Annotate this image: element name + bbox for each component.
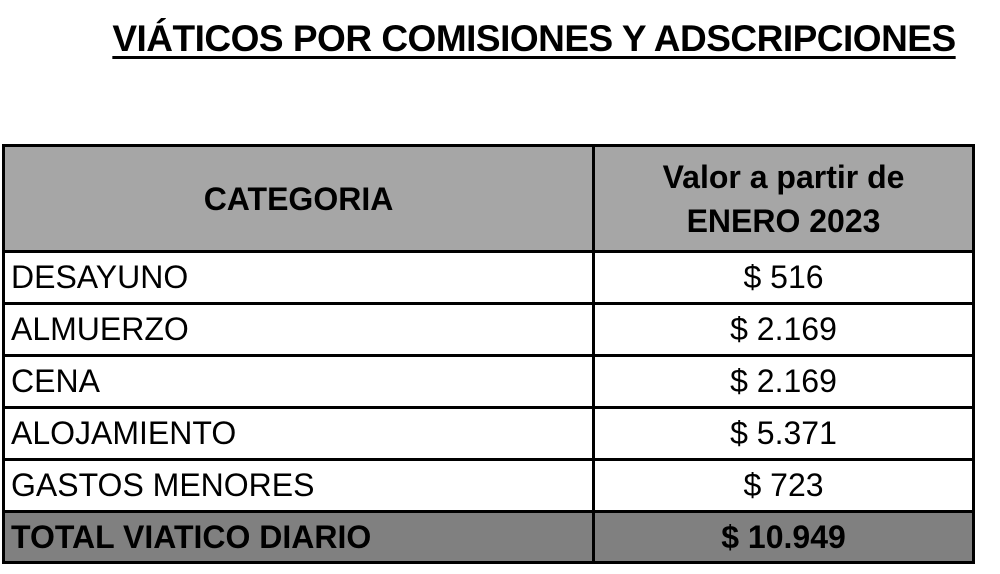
- row-value: $ 2.169: [594, 356, 974, 408]
- total-value: $ 10.949: [594, 512, 974, 563]
- row-value: $ 2.169: [594, 304, 974, 356]
- table-total-row: [4, 512, 974, 563]
- table-row: [4, 356, 974, 408]
- row-category: GASTOS MENORES: [4, 460, 594, 512]
- row-category: DESAYUNO: [4, 252, 594, 304]
- row-category: ALMUERZO: [4, 304, 594, 356]
- page-title: [0, 18, 1000, 60]
- row-value: $ 516: [594, 252, 974, 304]
- table-header-row: [4, 146, 974, 252]
- row-category: CENA: [4, 356, 594, 408]
- row-category: ALOJAMIENTO: [4, 408, 594, 460]
- row-value: $ 5.371: [594, 408, 974, 460]
- table-row: [4, 408, 974, 460]
- header-value-line2: ENERO 2023: [686, 202, 881, 239]
- table-row: [4, 460, 974, 512]
- viaticos-table: [2, 144, 975, 564]
- table-row: [4, 252, 974, 304]
- table-row: [4, 304, 974, 356]
- header-value: [594, 146, 974, 252]
- total-category: TOTAL VIATICO DIARIO: [4, 512, 594, 563]
- header-value-line1: Valor a partir de: [662, 158, 905, 195]
- page-title-text: VIÁTICOS POR COMISIONES Y ADSCRIPCIONES: [112, 18, 956, 59]
- header-category: CATEGORIA: [4, 146, 594, 252]
- row-value: $ 723: [594, 460, 974, 512]
